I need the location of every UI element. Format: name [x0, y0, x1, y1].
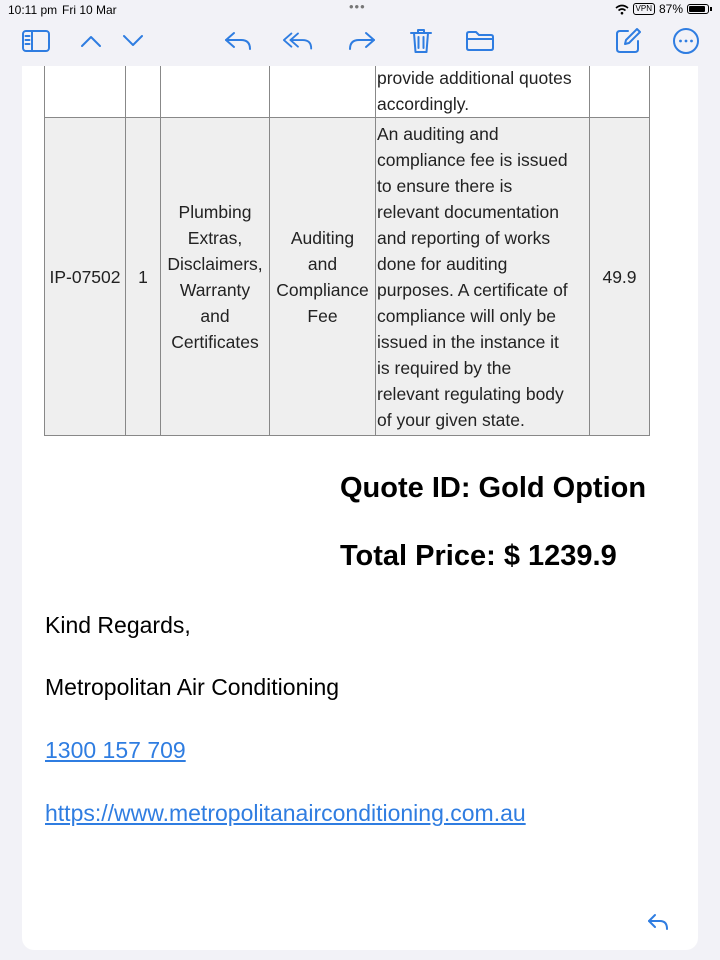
item-line: and	[307, 253, 338, 274]
multitasking-dots[interactable]: •••	[349, 0, 366, 14]
phone-link[interactable]: 1300 157 709	[45, 737, 186, 763]
description-line: provide additional quotes	[377, 68, 572, 88]
cell-item	[270, 66, 376, 118]
reply-icon[interactable]	[646, 912, 672, 934]
description-line: issued in the instance it	[377, 331, 559, 352]
reply-all-icon[interactable]	[282, 26, 314, 56]
description-line: compliance fee is issued	[377, 149, 568, 170]
cell-price: 49.9	[590, 118, 650, 436]
battery-percent: 87%	[658, 2, 683, 16]
description-line: relevant documentation	[377, 201, 559, 222]
sidebar-icon[interactable]	[20, 26, 52, 56]
folder-icon[interactable]	[464, 26, 496, 56]
reply-icon[interactable]	[222, 26, 254, 56]
category-line: Extras,	[187, 227, 243, 248]
description-line: accordingly.	[377, 94, 470, 114]
description-line: An auditing and	[377, 123, 499, 144]
description-line: to ensure there is	[377, 175, 513, 196]
closing-text: Kind Regards,	[45, 612, 191, 638]
trash-icon[interactable]	[405, 26, 437, 56]
chevron-down-icon[interactable]	[117, 26, 149, 56]
table-row	[45, 66, 650, 118]
description-line: relevant regulating body	[377, 383, 564, 404]
total-price-heading: Total Price: $ 1239.9	[340, 540, 617, 572]
cell-category	[161, 66, 270, 118]
table-row	[45, 118, 650, 436]
status-bar	[0, 0, 720, 20]
description-line: and reporting of works	[377, 227, 551, 248]
category-line: and	[200, 305, 230, 326]
description-line: purposes. A certificate of	[377, 279, 568, 300]
forward-icon[interactable]	[346, 26, 378, 56]
item-line: Auditing	[290, 227, 355, 248]
chevron-up-icon[interactable]	[75, 26, 107, 56]
category-line: Certificates	[171, 331, 259, 352]
status-right	[615, 2, 712, 16]
more-icon[interactable]	[670, 26, 702, 56]
cell-description	[376, 118, 590, 436]
cell-description	[376, 66, 590, 118]
cell-qty	[126, 66, 161, 118]
category-line: Warranty	[179, 279, 251, 300]
cell-item	[270, 118, 376, 436]
status-time: 10:11 pm	[8, 3, 58, 17]
description-line: of your given state.	[377, 409, 525, 430]
battery-icon	[687, 4, 709, 14]
category-line: Plumbing	[178, 201, 252, 222]
email-body	[22, 66, 698, 950]
status-date: Fri 10 Mar	[62, 3, 117, 17]
cell-price	[590, 66, 650, 118]
website-link[interactable]: https://www.metropolitanairconditioning.com.au	[45, 800, 526, 826]
quote-table	[44, 66, 650, 436]
description-line: compliance will only be	[377, 305, 556, 326]
vpn-badge: VPN	[633, 3, 655, 15]
compose-icon[interactable]	[612, 26, 644, 56]
company-name: Metropolitan Air Conditioning	[45, 674, 340, 700]
mail-toolbar	[0, 20, 720, 64]
battery-tip	[710, 7, 712, 11]
item-line: Compliance	[276, 279, 369, 300]
cell-code: IP-07502	[45, 118, 126, 436]
quote-id-heading: Quote ID: Gold Option	[340, 472, 647, 504]
cell-code	[45, 66, 126, 118]
cell-qty: 1	[126, 118, 161, 436]
item-line: Fee	[307, 305, 338, 326]
cell-category	[161, 118, 270, 436]
category-line: Disclaimers,	[167, 253, 263, 274]
wifi-icon	[615, 4, 629, 15]
description-line: done for auditing	[377, 253, 508, 274]
description-line: is required by the	[377, 357, 512, 378]
